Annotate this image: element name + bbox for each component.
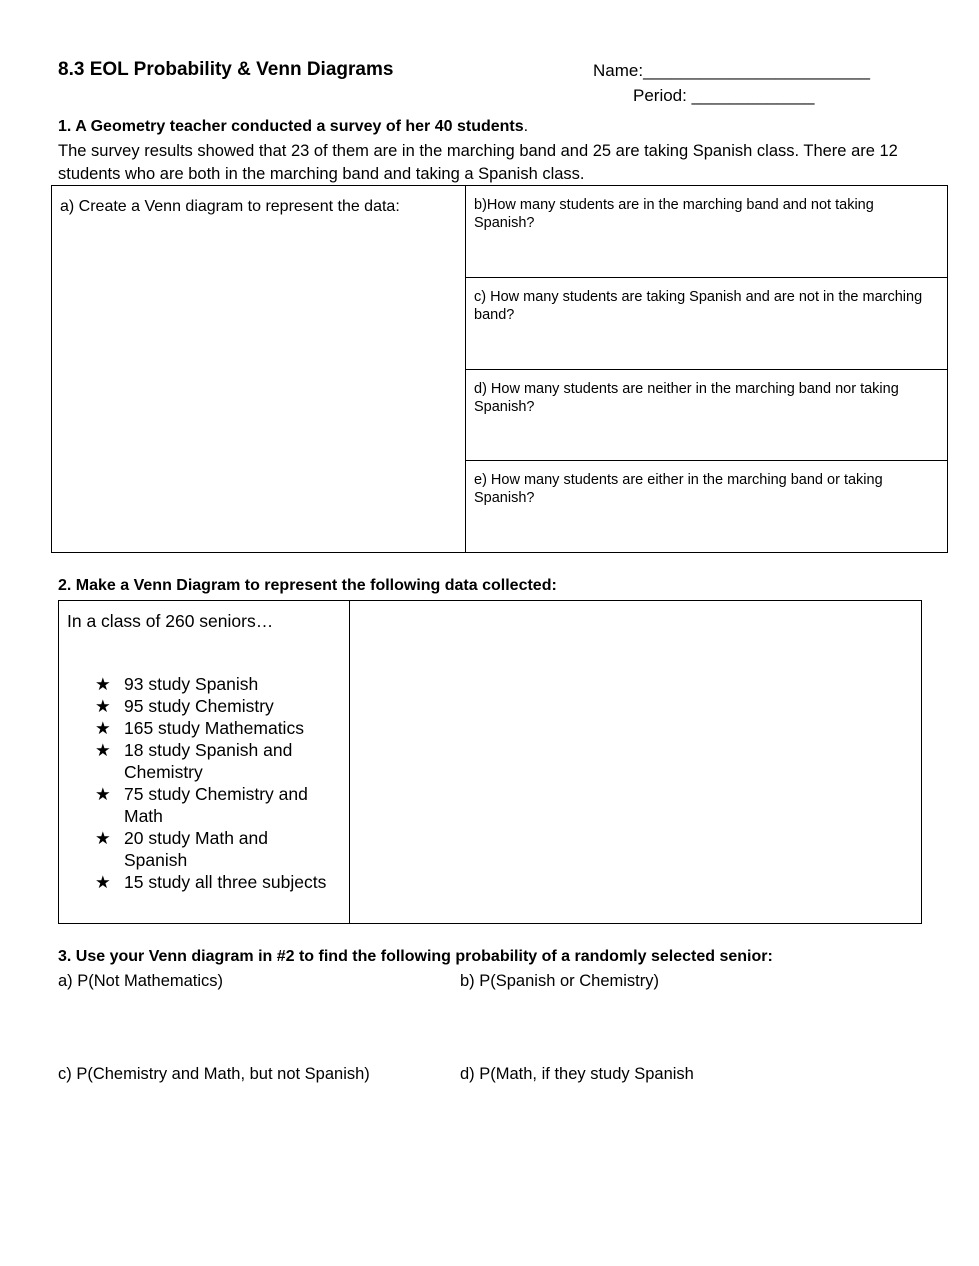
list-item (95, 717, 335, 739)
name-field-label: Name:________________________ (593, 61, 870, 80)
star-bullet-icon: ★ (95, 674, 111, 694)
star-bullet-icon: ★ (95, 696, 111, 716)
class-intro: In a class of 260 seniors… (67, 611, 274, 631)
part-c-cell (466, 278, 947, 370)
question-1-heading (58, 118, 528, 136)
question-2-heading: 2. Make a Venn Diagram to represent the following data collected: (58, 577, 557, 594)
question-3c: c) P(Chemistry and Math, but not Spanish) (58, 1065, 370, 1083)
question-1-table (51, 185, 948, 553)
star-bullet-icon: ★ (95, 872, 111, 892)
question-1-heading-tail: . (523, 118, 529, 135)
part-d-cell (466, 370, 947, 461)
question-2-table (58, 600, 922, 924)
question-3d: d) P(Math, if they study Spanish (460, 1065, 694, 1083)
part-b-prompt: b)How many students are in the marching band and not taking Spanish? (474, 197, 874, 231)
list-item-text: 20 study Math and Spanish (124, 828, 268, 870)
question-1-body: The survey results showed that 23 of them are in the marching band and 25 are taking Spanish class. There are 12 students who are both in the marching band and taking a Spanish class. (58, 142, 898, 183)
list-item (95, 673, 335, 695)
list-item-text: 18 study Spanish and Chemistry (124, 740, 293, 782)
survey-data-list (95, 673, 335, 893)
list-item-text: 15 study all three subjects (124, 872, 327, 892)
part-a-prompt: a) Create a Venn diagram to represent the data: (60, 198, 400, 215)
list-item (95, 695, 335, 717)
list-item (95, 783, 335, 827)
star-bullet-icon: ★ (95, 828, 111, 848)
data-cell (59, 601, 350, 923)
part-e-prompt: e) How many students are either in the marching band or taking Spanish? (474, 472, 883, 506)
star-bullet-icon: ★ (95, 784, 111, 804)
question-1-heading-bold: 1. A Geometry teacher conducted a survey of her 40 students (58, 118, 524, 135)
question-3-heading: 3. Use your Venn diagram in #2 to find the following probability of a randomly selected senior: (58, 948, 773, 965)
page-title: 8.3 EOL Probability & Venn Diagrams (58, 59, 394, 80)
question-3a: a) P(Not Mathematics) (58, 972, 224, 990)
part-b-cell (466, 186, 947, 278)
part-e-cell (466, 461, 947, 551)
part-c-prompt: c) How many students are taking Spanish and are not in the marching band? (474, 289, 923, 323)
list-item-text: 95 study Chemistry (124, 696, 274, 716)
star-bullet-icon: ★ (95, 740, 111, 760)
star-bullet-icon: ★ (95, 718, 111, 738)
list-item (95, 739, 335, 783)
question-3b: b) P(Spanish or Chemistry) (460, 972, 659, 990)
venn-answer-cell (52, 186, 466, 552)
list-item-text: 75 study Chemistry and Math (124, 784, 308, 826)
list-item-text: 93 study Spanish (124, 674, 259, 694)
question-1-subparts (466, 186, 947, 552)
list-item (95, 871, 335, 893)
list-item-text: 165 study Mathematics (124, 718, 304, 738)
list-item (95, 827, 335, 871)
period-field-label: Period: _____________ (633, 86, 815, 105)
part-d-prompt: d) How many students are neither in the marching band nor taking Spanish? (474, 381, 899, 415)
